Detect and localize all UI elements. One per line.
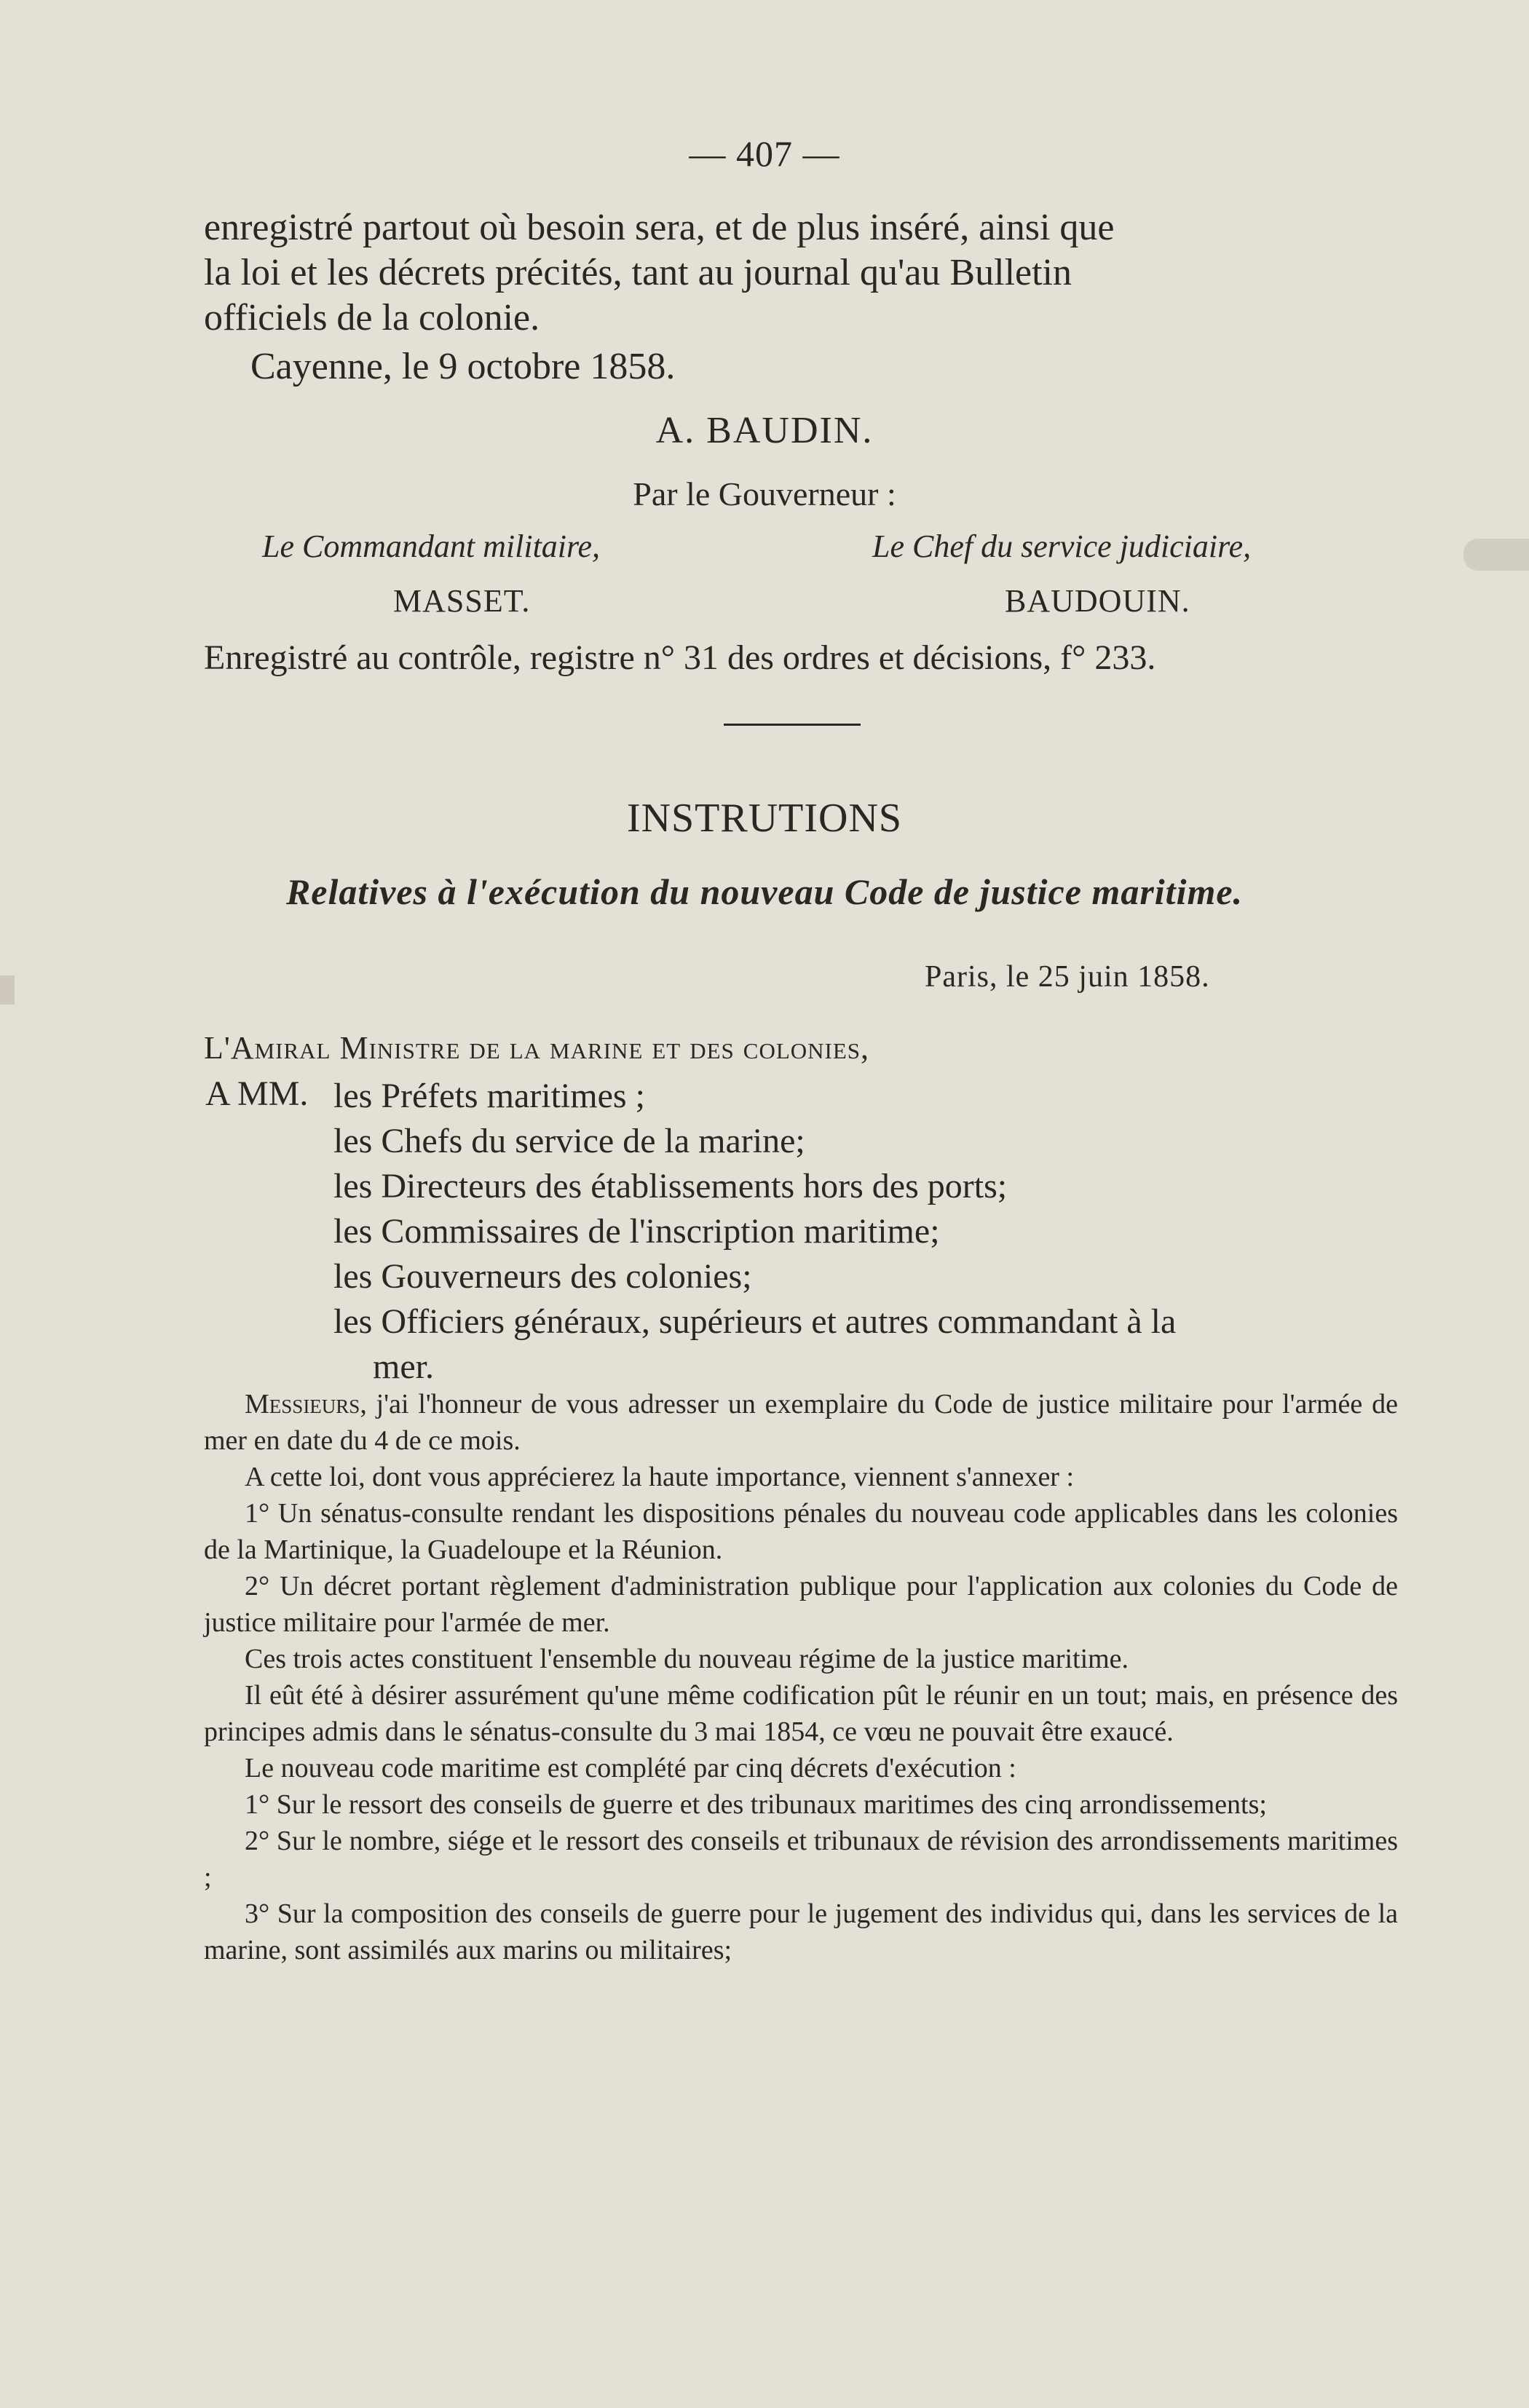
- opening-paragraph: [204, 205, 1398, 341]
- body-paragraph: [204, 1823, 1398, 1896]
- opening-line: officiels de la colonie.: [204, 297, 540, 338]
- section-divider: [724, 724, 861, 726]
- signer-name: A. BAUDIN.: [655, 410, 874, 451]
- body-paragraph: [204, 1896, 1398, 1968]
- body-paragraph: [204, 1495, 1398, 1568]
- paragraph-text: Il eût été à désirer assurément qu'une même codification pût le réunir en un tout; mais, en présence des principes admis dans le sénatus-consulte du 3 mai 1854, ce vœu ne pouvait être exaucé.: [204, 1680, 1398, 1747]
- recipient-item: les Commissaires de l'inscription maritime;: [333, 1212, 940, 1251]
- paragraph-text: 1° Un sénatus-consulte rendant les dispositions pénales du nouveau code applicables dans les colonies de la Martinique, la Guadeloupe et la Réunion.: [204, 1498, 1398, 1565]
- paragraph-text: 1° Sur le ressort des conseils de guerre et des tribunaux maritimes des cinq arrondissements;: [245, 1789, 1267, 1820]
- letter-date: Paris, le 25 juin 1858.: [925, 960, 1210, 994]
- registration-line: Enregistré au contrôle, registre n° 31 des ordres et décisions, f° 233.: [204, 638, 1156, 677]
- recipient-item: les Chefs du service de la marine;: [333, 1122, 805, 1160]
- right-signatory-title: Le Chef du service judiciaire,: [872, 528, 1252, 564]
- body-paragraph: [204, 1459, 1398, 1495]
- body-paragraph: [204, 1568, 1398, 1641]
- opening-line: la loi et les décrets précités, tant au journal qu'au Bulletin: [204, 252, 1072, 293]
- paragraph-text: 2° Sur le nombre, siége et le ressort des conseils et tribunaux de révision des arrondissements maritimes ;: [204, 1826, 1398, 1893]
- right-signatory-name: BAUDOUIN.: [1005, 583, 1190, 619]
- paragraph-text: 3° Sur la composition des conseils de guerre pour le jugement des individus qui, dans les services de la marine, sont assimilés aux marins ou militaires;: [204, 1898, 1398, 1965]
- paragraph-text: Le nouveau code maritime est complété par cinq décrets d'exécution :: [245, 1753, 1016, 1783]
- recipients-list: [333, 1074, 1398, 1390]
- body-paragraph: [204, 1386, 1398, 1459]
- left-signatory-title: Le Commandant militaire,: [262, 528, 601, 564]
- salutation: Messieurs: [245, 1389, 360, 1419]
- left-signatory-name: MASSET.: [393, 583, 531, 619]
- body-paragraph: [204, 1750, 1398, 1786]
- letter-body: [204, 1386, 1398, 1968]
- place-date: Cayenne, le 9 octobre 1858.: [250, 346, 676, 387]
- page-edge-mark: [0, 975, 15, 1005]
- body-paragraph: [204, 1786, 1398, 1823]
- recipient-item: les Directeurs des établissements hors des ports;: [333, 1167, 1008, 1205]
- paragraph-text: 2° Un décret portant règlement d'administration publique pour l'application aux colonies du Code de justice militaire pour l'armée de mer.: [204, 1571, 1398, 1638]
- letter-sender: L'Amiral Ministre de la marine et des colonies,: [204, 1030, 870, 1066]
- paragraph-text: , j'ai l'honneur de vous adresser un exemplaire du Code de justice militaire pour l'armée de mer en date du 4 de ce mois.: [204, 1389, 1398, 1456]
- body-paragraph: [204, 1641, 1398, 1677]
- par-le-gouverneur: Par le Gouverneur :: [633, 475, 896, 512]
- page-edge-tab: [1463, 539, 1529, 571]
- paragraph-text: A cette loi, dont vous apprécierez la haute importance, viennent s'annexer :: [245, 1462, 1075, 1492]
- opening-line: enregistré partout où besoin sera, et de plus inséré, ainsi que: [204, 207, 1115, 248]
- recipients-prefix: A MM.: [205, 1074, 309, 1113]
- recipient-item-continuation: mer.: [373, 1347, 434, 1386]
- recipient-item: les Officiers généraux, supérieurs et autres commandant à la: [333, 1302, 1177, 1341]
- body-paragraph: [204, 1677, 1398, 1750]
- section-subheading: Relatives à l'exécution du nouveau Code de justice maritime.: [285, 871, 1244, 912]
- recipient-item: les Préfets maritimes ;: [333, 1077, 645, 1115]
- recipient-item: les Gouverneurs des colonies;: [333, 1257, 752, 1296]
- section-heading: INSTRUTIONS: [626, 796, 903, 841]
- page-number: — 407 —: [689, 133, 840, 174]
- paragraph-text: Ces trois actes constituent l'ensemble du nouveau régime de la justice maritime.: [245, 1644, 1129, 1674]
